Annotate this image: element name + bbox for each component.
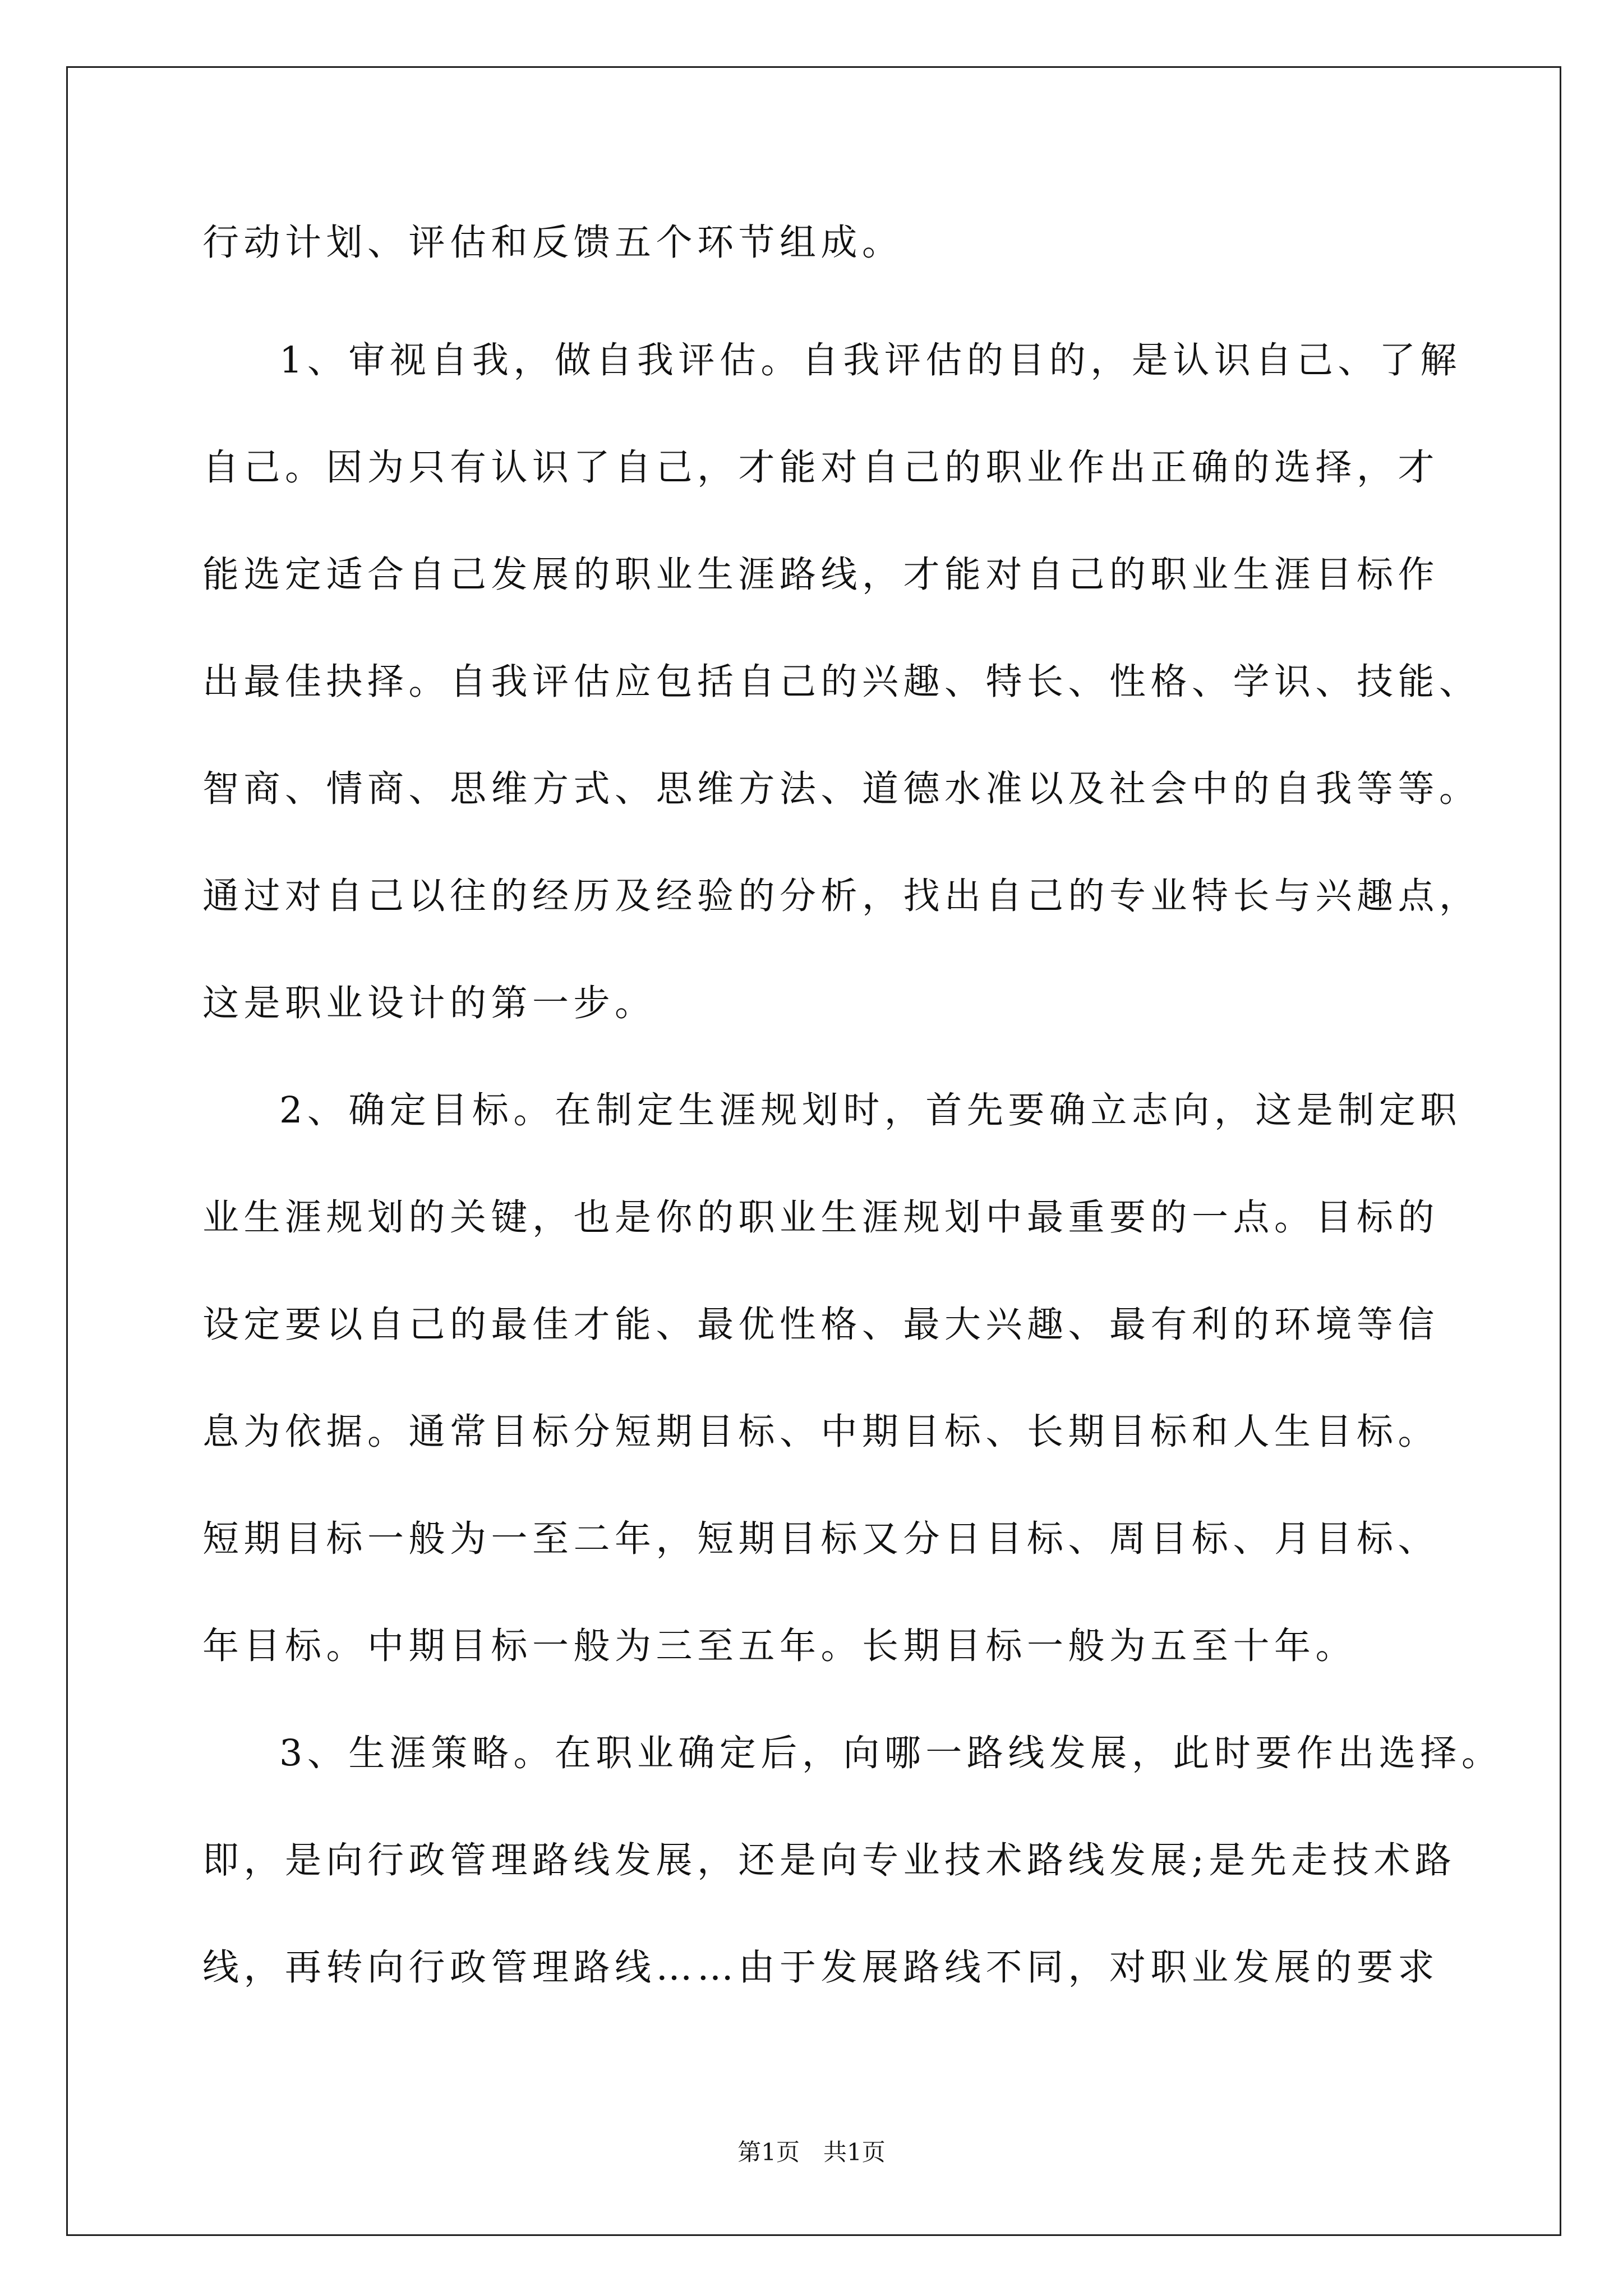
text-line: 业生涯规划的关键，也是你的职业生涯规划中最重要的一点。目标的	[202, 1197, 1440, 1239]
text-line: 行动计划、评估和反馈五个环节组成。	[202, 222, 903, 264]
text-line: 出最佳抉择。自我评估应包括自己的兴趣、特长、性格、学识、技能、	[202, 661, 1481, 703]
text-line: 能选定适合自己发展的职业生涯路线，才能对自己的职业生涯目标作	[202, 554, 1440, 596]
paragraph	[202, 189, 1509, 296]
text-line: 息为依据。通常目标分短期目标、中期目标、长期目标和人生目标。	[202, 1411, 1440, 1453]
text-line: 通过对自己以往的经历及经验的分析，找出自己的专业特长与兴趣点，	[202, 875, 1481, 917]
text-line: 1、审视自我，做自我评估。自我评估的目的，是认识自己、了解	[279, 339, 1461, 381]
page-number-footer: 第1页 共1页	[737, 2138, 886, 2166]
paragraph	[202, 1700, 1509, 2021]
text-line: 短期目标一般为一至二年，短期目标又分日目标、周目标、月目标、	[202, 1518, 1440, 1560]
text-line: 这是职业设计的第一步。	[202, 982, 656, 1024]
text-line: 线，再转向行政管理路线……由于发展路线不同，对职业发展的要求	[202, 1947, 1440, 1989]
text-line: 2、确定目标。在制定生涯规划时，首先要确立志向，这是制定职	[279, 1089, 1461, 1131]
paragraph	[202, 307, 1509, 1057]
text-line: 年目标。中期目标一般为三至五年。长期目标一般为五至十年。	[202, 1625, 1357, 1667]
text-line: 设定要以自己的最佳才能、最优性格、最大兴趣、最有利的环境等信	[202, 1304, 1440, 1346]
text-line: 即，是向行政管理路线发展，还是向专业技术路线发展;是先走技术路	[202, 1839, 1456, 1881]
text-line: 3、生涯策略。在职业确定后，向哪一路线发展，此时要作出选择。	[279, 1732, 1503, 1774]
document-body	[202, 189, 1509, 2021]
text-line: 自己。因为只有认识了自己，才能对自己的职业作出正确的选择，才	[202, 447, 1440, 489]
paragraph	[202, 1057, 1509, 1700]
text-line: 智商、情商、思维方式、思维方法、道德水准以及社会中的自我等等。	[202, 768, 1481, 810]
